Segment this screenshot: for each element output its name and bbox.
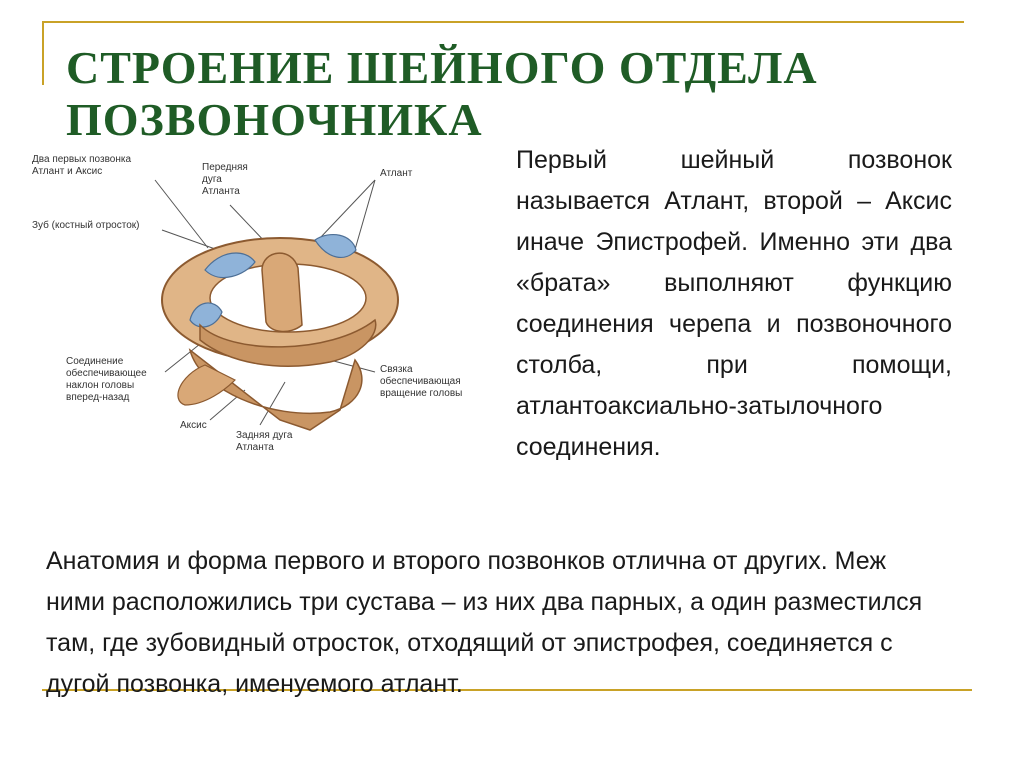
vertebrae-illustration xyxy=(30,150,490,480)
label-axis: Аксис xyxy=(180,420,207,431)
side-paragraph: Первый шейный позвонок называется Атлант, второй – Аксис иначе Эпистрофей. Именно эти два «брата» выполняют функцию соединения черепа и позвоночного столба, при помощи, атлантоаксиально-затылочного соединения. xyxy=(516,146,952,461)
label-atlant: Атлант xyxy=(380,168,413,179)
label-back-arch: Задняя дуга Атланта xyxy=(236,430,293,453)
label-joint-nod: Соединение обеспечивающее наклон головы вперед-назад xyxy=(66,356,147,403)
label-dens: Зуб (костный отросток) xyxy=(32,220,140,231)
bottom-paragraph: Анатомия и форма первого и второго позвонков отлична от других. Меж ними расположились три сустава – из них два парных, а один разместился там, где зубовидный отросток, отходящий от эпистрофея, соединяется с дугой позвонка, именуемого атлант. xyxy=(46,547,923,698)
frame-top-line xyxy=(42,21,964,23)
frame-left-line xyxy=(42,21,44,85)
label-front-arch: Передняя дуга Атланта xyxy=(202,162,248,197)
label-ligament: Связка обеспечивающая вращение головы xyxy=(380,364,463,399)
label-two-vertebrae: Два первых позвонка Атлант и Аксис xyxy=(32,154,132,177)
slide-title: СТРОЕНИЕ ШЕЙНОГО ОТДЕЛА ПОЗВОНОЧНИКА xyxy=(66,42,818,145)
